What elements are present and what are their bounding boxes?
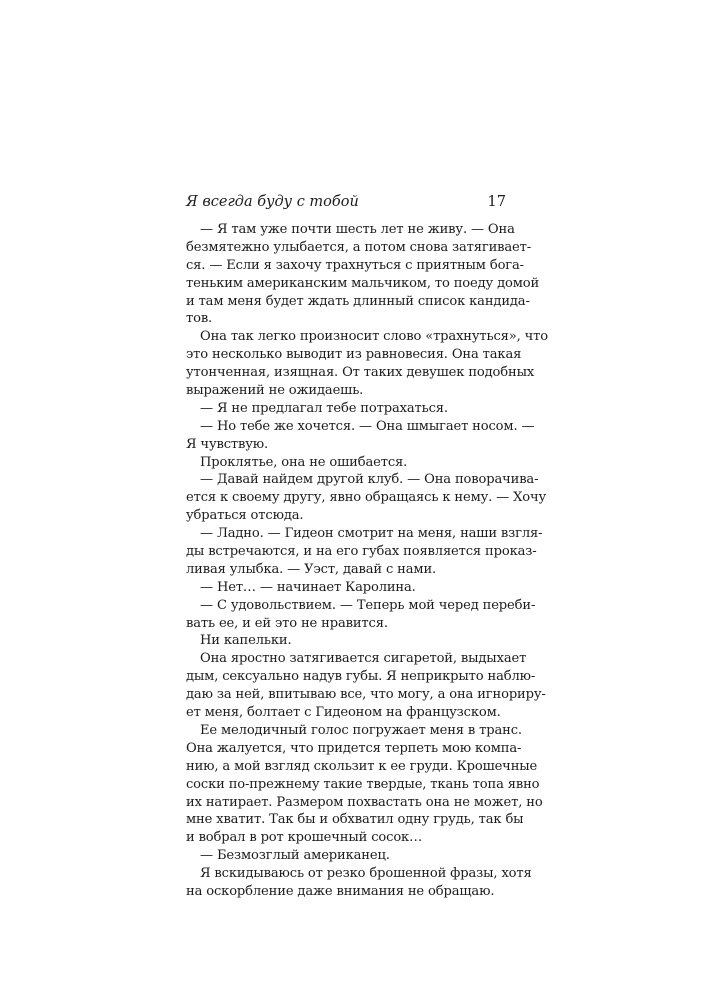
body-text [186,221,549,901]
text-line: выражений не ожидаешь. [186,383,364,399]
text-line: Она так легко произносит слово «трахнуться», что [200,329,549,345]
text-line: убраться отсюда. [186,508,304,524]
text-line: Ни капельки. [200,633,292,649]
text-line: на оскорбление даже внимания не обращаю. [186,883,495,899]
text-line: — Ладно. — Гидеон смотрит на меня, наши взгля- [200,526,543,542]
text-line: Я чувствую. [186,436,269,452]
text-line: и вобрал в рот крошечный сосок… [186,830,423,846]
text-line: — Безмозглый американец. [200,848,390,864]
text-line: утонченная, изящная. От таких девушек подобных [186,365,535,381]
text-line: — Давай найдем другой клуб. — Она поворачива- [200,472,539,488]
text-line: — Но тебе же хочется. — Она шмыгает носом. — [200,418,535,434]
text-line: ется к своему другу, явно обращаясь к нему. — Хочу [186,490,547,506]
text-line: даю за ней, впитываю все, что могу, а она игнориру- [186,687,546,703]
running-header [186,192,506,212]
text-line: — С удовольствием. — Теперь мой черед переби- [200,597,536,613]
text-line: — Я не предлагал тебе потрахаться. [200,400,448,416]
text-line: тов. [186,311,213,327]
text-line: это несколько выводит из равновесия. Она такая [186,347,522,363]
text-line: нию, а мой взгляд скользит к ее груди. Крошечные [186,758,538,774]
text-line: дым, сексуально надув губы. Я неприкрыто наблю- [186,669,536,685]
text-line: ливая улыбка. — Уэст, давай с нами. [186,561,437,577]
text-line: теньким американским мальчиком, то поеду домой [186,275,540,291]
text-line: и там меня будет ждать длинный список кандида- [186,293,530,309]
text-line: ды встречаются, и на его губах появляется проказ- [186,544,537,560]
text-line: мне хватит. Так бы и обхватил одну грудь, так бы [186,812,524,828]
text-line: Она яростно затягивается сигаретой, выдыхает [200,651,527,667]
text-line: Проклятье, она не ошибается. [200,454,408,470]
text-line: безмятежно улыбается, а потом снова затягивает- [186,239,531,255]
text-line: Она жалуется, что придется терпеть мою компа- [186,740,522,756]
running-title: Я всегда буду с тобой [186,194,359,210]
text-line: Я вскидываюсь от резко брошенной фразы, хотя [200,866,532,882]
text-line: вать ее, и ей это не нравится. [186,615,388,631]
text-line: — Нет… — начинает Каролина. [200,579,416,595]
text-line: — Я там уже почти шесть лет не живу. — Она [200,222,515,237]
text-line: соски по-прежнему такие твердые, ткань топа явно [186,776,540,792]
text-line: ет меня, болтает с Гидеоном на французском. [186,705,501,721]
text-line: Ее мелодичный голос погружает меня в транс. [200,722,522,738]
text-line: ся. — Если я захочу трахнуться с приятным бога- [186,257,524,273]
page-number: 17 [487,194,506,210]
text-line: их натирает. Размером похвастать она не может, но [186,794,543,810]
